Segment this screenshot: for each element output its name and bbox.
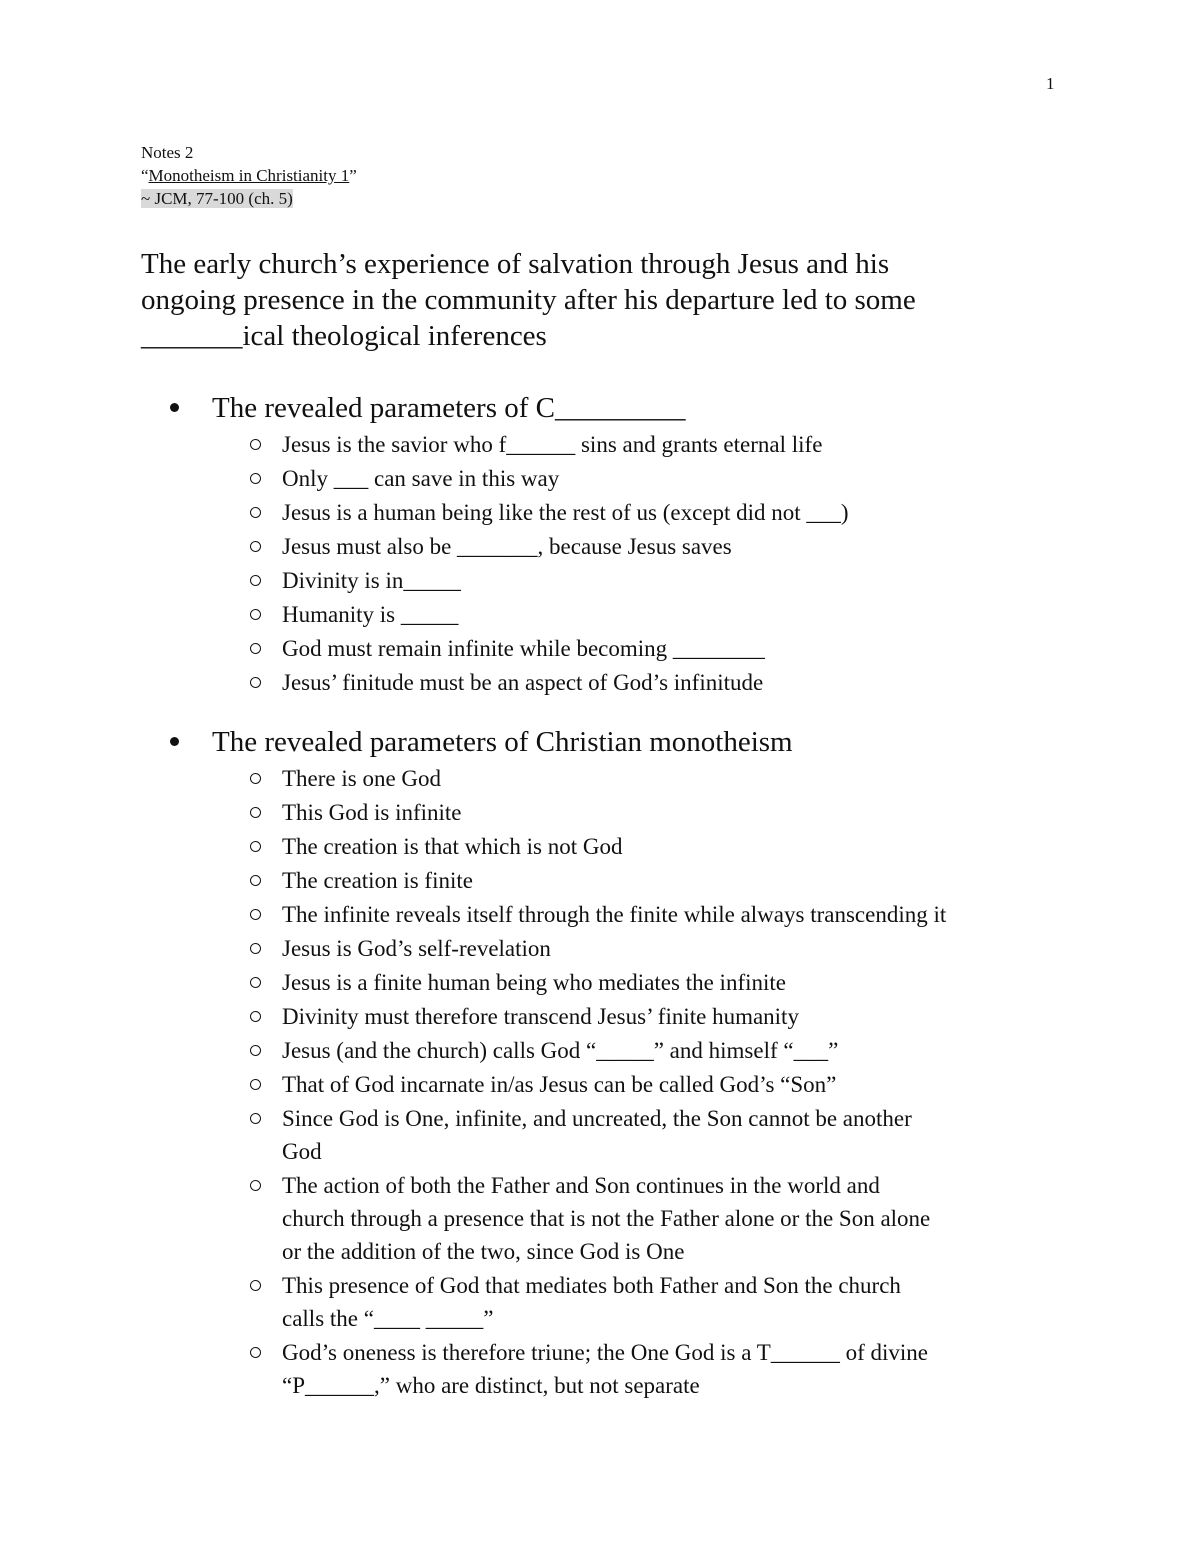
list-item-text: Humanity is _____ [282,602,459,627]
list-item-text: Jesus (and the church) calls God “_____” and himself “___” [282,1038,839,1063]
section-monotheism [170,724,1130,1402]
circle-bullet-icon [250,473,261,484]
circle-bullet-icon [250,609,261,620]
list-item [170,1169,1130,1268]
list-item [170,530,1130,563]
list-item-text: Jesus is a human being like the rest of us (except did not ___) [282,500,849,525]
list-item [170,598,1130,631]
circle-bullet-icon [250,875,261,886]
list-item-text: The creation is finite [282,868,473,893]
list-item-text: That of God incarnate in/as Jesus can be called God’s “Son” [282,1072,837,1097]
circle-bullet-icon [250,1280,261,1291]
section-heading-text: The revealed parameters of Christian monotheism [212,726,793,758]
list-item-text: This God is infinite [282,800,462,825]
list-item [170,1068,1130,1101]
circle-bullet-icon [250,841,261,852]
list-item-text: Divinity is in_____ [282,568,461,593]
list-item [170,762,1130,795]
title-close-quote: ” [349,166,357,185]
list-item [170,666,1130,699]
notes-title [141,164,357,187]
list-item [170,898,1130,931]
list-item [170,1000,1130,1033]
circle-bullet-icon [250,677,261,688]
list-item [170,1269,1130,1335]
bullet-icon [170,737,179,746]
page-number: 1 [1046,74,1055,93]
reference-text: ~ JCM, 77-100 (ch. 5) [141,189,293,208]
list-item-text: God must remain infinite while becoming ________ [282,636,765,661]
intro-line: _______ical theological inferences [141,320,547,352]
circle-bullet-icon [250,977,261,988]
circle-bullet-icon [250,1045,261,1056]
sub-list [170,428,1130,699]
notes-header [141,141,357,210]
list-item-text: God’s oneness is therefore triune; the One God is a T______ of divine “P______,” who are distinct, but not separate [282,1340,928,1398]
notes-label: Notes 2 [141,143,194,162]
list-item-text: This presence of God that mediates both Father and Son the church calls the “____ _____” [282,1273,901,1331]
list-item [170,796,1130,829]
list-item-text: Since God is One, infinite, and uncreated, the Son cannot be another God [282,1106,912,1164]
circle-bullet-icon [250,575,261,586]
circle-bullet-icon [250,909,261,920]
circle-bullet-icon [250,1180,261,1191]
circle-bullet-icon [250,1347,261,1358]
section-heading [170,724,1130,761]
circle-bullet-icon [250,439,261,450]
list-item [170,496,1130,529]
notes-reference [141,187,357,210]
circle-bullet-icon [250,773,261,784]
circle-bullet-icon [250,1011,261,1022]
list-item [170,830,1130,863]
circle-bullet-icon [250,943,261,954]
bullet-icon [170,403,179,412]
title-open-quote: “ [141,166,149,185]
list-item [170,428,1130,461]
list-item-text: The creation is that which is not God [282,834,623,859]
circle-bullet-icon [250,1113,261,1124]
list-item [170,1102,1130,1168]
circle-bullet-icon [250,643,261,654]
title-text: Monotheism in Christianity 1 [148,166,350,185]
circle-bullet-icon [250,1079,261,1090]
intro-line: The early church’s experience of salvation through Jesus and his [141,248,890,280]
intro-paragraph [141,246,1041,354]
list-item-text: Divinity must therefore transcend Jesus’ finite humanity [282,1004,799,1029]
intro-line: ongoing presence in the community after his departure led to some [141,284,916,316]
list-item-text: The infinite reveals itself through the finite while always transcending it [282,902,947,927]
list-item-text: Jesus is the savior who f______ sins and grants eternal life [282,432,823,457]
list-item-text: Jesus’ finitude must be an aspect of God’s infinitude [282,670,764,695]
sub-list [170,762,1130,1402]
list-item [170,564,1130,597]
list-item-text: The action of both the Father and Son continues in the world and church through a presence that is not the Father alone or the Son alone or the addition of the two, since God is One [282,1173,931,1264]
list-item [170,864,1130,897]
list-item-text: Jesus must also be _______, because Jesus saves [282,534,732,559]
list-item-text: Only ___ can save in this way [282,466,560,491]
circle-bullet-icon [250,507,261,518]
list-item [170,632,1130,665]
section-heading-text: The revealed parameters of C_________ [212,392,686,424]
list-item-text: Jesus is a finite human being who mediates the infinite [282,970,786,995]
list-item-text: There is one God [282,766,442,791]
circle-bullet-icon [250,541,261,552]
circle-bullet-icon [250,807,261,818]
list-item [170,966,1130,999]
list-item [170,1034,1130,1067]
section-christology [170,390,1130,699]
list-item [170,932,1130,965]
section-heading [170,390,1130,427]
list-item [170,462,1130,495]
list-item [170,1336,1130,1402]
list-item-text: Jesus is God’s self-revelation [282,936,551,961]
